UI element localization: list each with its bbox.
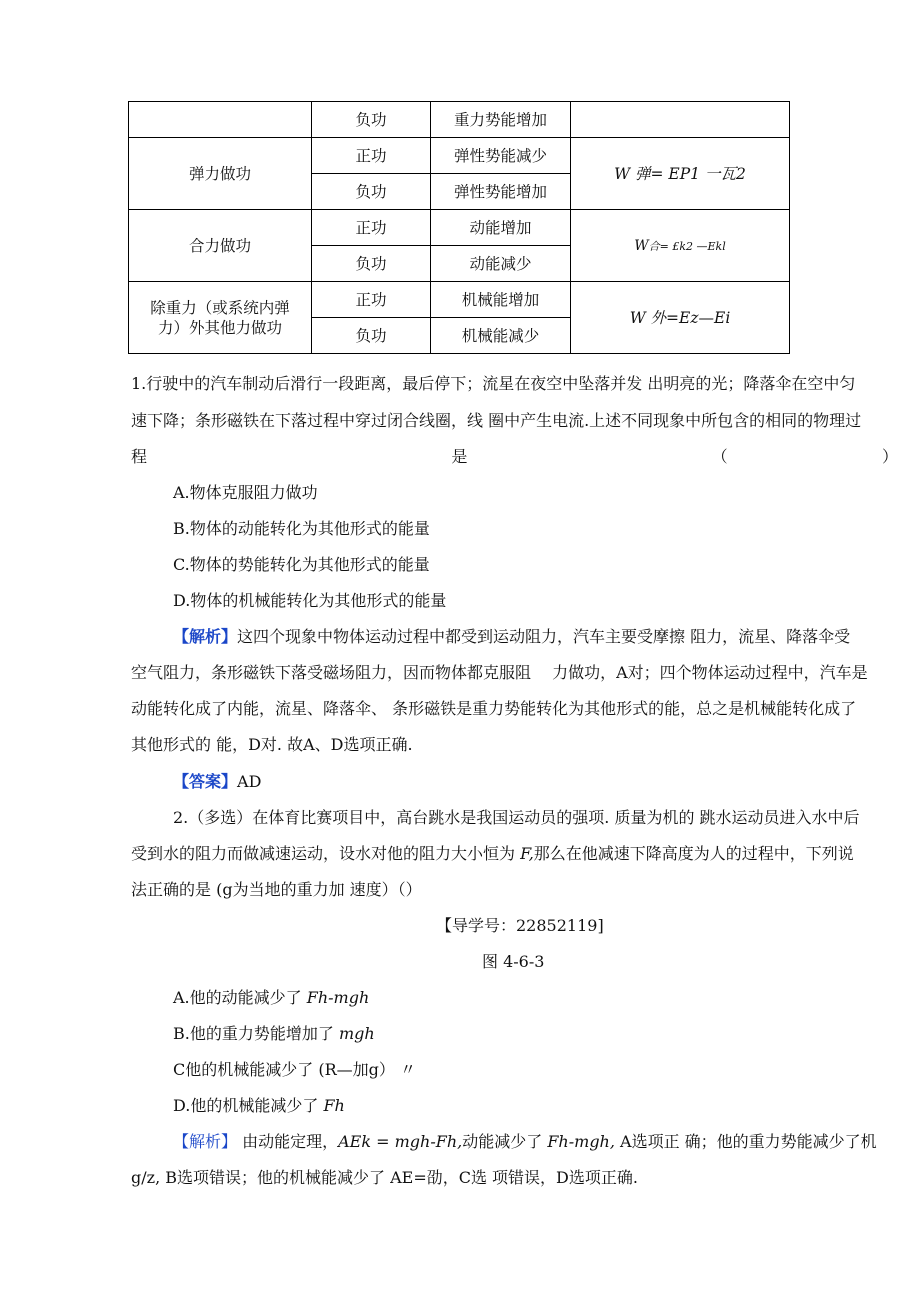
q1-option-c: C.物体的势能转化为其他形式的能量 bbox=[173, 555, 430, 574]
q2-guide-number: 【导学号：22852119] bbox=[436, 916, 604, 935]
q2-analysis-line bbox=[173, 1131, 877, 1153]
row-label-elastic-work: 弹力做功 bbox=[129, 138, 312, 210]
table-cell: 正功 bbox=[312, 210, 431, 246]
formula-other: W 外=Ez—Ei bbox=[571, 282, 790, 354]
q1-text-line: 1.行驶中的汽车制动后滑行一段距离，最后停下；流星在夜空中坠落并发 出明亮的光；降落伞在空中匀 bbox=[131, 374, 856, 393]
q1-answer-line bbox=[173, 771, 261, 793]
row-label-line: 除重力（或系统内弹 bbox=[150, 298, 290, 317]
table-cell: 动能减少 bbox=[431, 246, 571, 282]
q2-text-seg: 那么在他减速下降高度为人的过程中，下列说 bbox=[533, 844, 854, 863]
analysis-text: 动能减少了 bbox=[462, 1132, 548, 1151]
answer-tag: 【答案】 bbox=[173, 772, 238, 791]
q1-text-seg: 程 bbox=[131, 447, 148, 466]
analysis-text: 由动能定理， bbox=[237, 1132, 339, 1151]
table-cell-empty bbox=[129, 102, 312, 138]
q2-option-c: C他的机械能减少了 (R—加g） 〃 bbox=[173, 1060, 416, 1079]
table-cell: 负功 bbox=[312, 246, 431, 282]
option-text: D.他的机械能减少了 bbox=[173, 1096, 324, 1115]
q1-text-seg: ） bbox=[881, 447, 898, 466]
table-cell: 负功 bbox=[312, 318, 431, 354]
option-math: mgh bbox=[338, 1024, 375, 1043]
q1-analysis-line: 动能转化成了内能，流星、降落伞、 条形磁铁是重力势能转化为其他形式的能，总之是机械能转化成了 bbox=[131, 699, 857, 718]
q2-option-d bbox=[173, 1095, 345, 1117]
analysis-math: Fh-mgh, bbox=[547, 1132, 615, 1151]
q1-option-a: A.物体克服阻力做功 bbox=[173, 483, 318, 502]
analysis-text: 这四个现象中物体运动过程中都受到运动阻力，汽车主要受摩擦 阻力，流星、降落伞受 bbox=[237, 627, 851, 646]
energy-work-table bbox=[128, 101, 790, 354]
q2-text-seg: 受到水的阻力而做减速运动，设水对他的阻力大小恒为 bbox=[131, 844, 521, 863]
option-text: B.他的重力势能增加了 bbox=[173, 1024, 339, 1043]
table-cell: 机械能减少 bbox=[431, 318, 571, 354]
q1-option-b: B.物体的动能转化为其他形式的能量 bbox=[173, 519, 430, 538]
table-cell: 机械能增加 bbox=[431, 282, 571, 318]
q2-text-line: 法正确的是 (g为当地的重力加 速度）（） bbox=[131, 880, 422, 899]
formula-net-rest: 合= £k2 —Ekl bbox=[648, 239, 726, 253]
analysis-tag: 【解析】 bbox=[173, 627, 238, 646]
table-cell: 动能增加 bbox=[431, 210, 571, 246]
row-label-net-work: 合力做功 bbox=[129, 210, 312, 282]
table-cell: 负功 bbox=[312, 174, 431, 210]
analysis-text: A选项正 确；他的重力势能减少了机 bbox=[614, 1132, 877, 1151]
table-cell: 正功 bbox=[312, 138, 431, 174]
q2-figure-label: 图 4-6-3 bbox=[482, 952, 545, 971]
formula-net bbox=[571, 210, 790, 282]
table-cell: 弹性势能减少 bbox=[431, 138, 571, 174]
table-cell: 重力势能增加 bbox=[431, 102, 571, 138]
q1-text-line-justified bbox=[131, 446, 898, 468]
answer-value: AD bbox=[237, 772, 262, 791]
q2-option-b bbox=[173, 1023, 375, 1045]
q1-analysis-line: 空气阻力，条形磁铁下落受磁场阻力，因而物体都克服阻 力做功，A对；四个物体运动过程中，汽车是 bbox=[131, 663, 868, 682]
table-cell: 正功 bbox=[312, 282, 431, 318]
q2-text-line: 2.（多选）在体育比赛项目中，高台跳水是我国运动员的强项. 质量为机的 跳水运动员进入水中后 bbox=[173, 808, 860, 827]
row-label-other-work bbox=[129, 282, 312, 354]
formula-net-w: W bbox=[634, 237, 649, 254]
analysis-math: AEk = mgh-Fh, bbox=[338, 1132, 463, 1151]
option-text: A.他的动能减少了 bbox=[173, 988, 307, 1007]
q2-symbol-f: F, bbox=[520, 844, 534, 863]
option-math: Fh bbox=[323, 1096, 345, 1115]
q1-option-d: D.物体的机械能转化为其他形式的能量 bbox=[173, 591, 447, 610]
table-cell: 负功 bbox=[312, 102, 431, 138]
formula-elastic: W 弹= EP1 一瓦2 bbox=[571, 138, 790, 210]
table-cell: 弹性势能增加 bbox=[431, 174, 571, 210]
table-cell-empty bbox=[571, 102, 790, 138]
q1-analysis-line bbox=[173, 626, 850, 648]
option-math: Fh-mgh bbox=[306, 988, 370, 1007]
q1-text-seg: 是 bbox=[451, 447, 468, 466]
q2-option-a bbox=[173, 987, 369, 1009]
q1-text-line: 速下降；条形磁铁在下落过程中穿过闭合线圈，线 圈中产生电流.上述不同现象中所包含的相同的物理过 bbox=[131, 411, 862, 430]
analysis-tag: 【解析】 bbox=[173, 1132, 238, 1151]
row-label-line: 力）外其他力做功 bbox=[157, 318, 282, 337]
q1-analysis-line: 其他形式的 能，D对. 故A、D选项正确. bbox=[131, 735, 413, 754]
q2-analysis-line: g/z, B选项错误；他的机械能减少了 AE=劭，C选 项错误，D选项正确. bbox=[131, 1168, 638, 1187]
q1-text-seg: （ bbox=[711, 447, 728, 466]
q2-text-line bbox=[131, 843, 854, 865]
